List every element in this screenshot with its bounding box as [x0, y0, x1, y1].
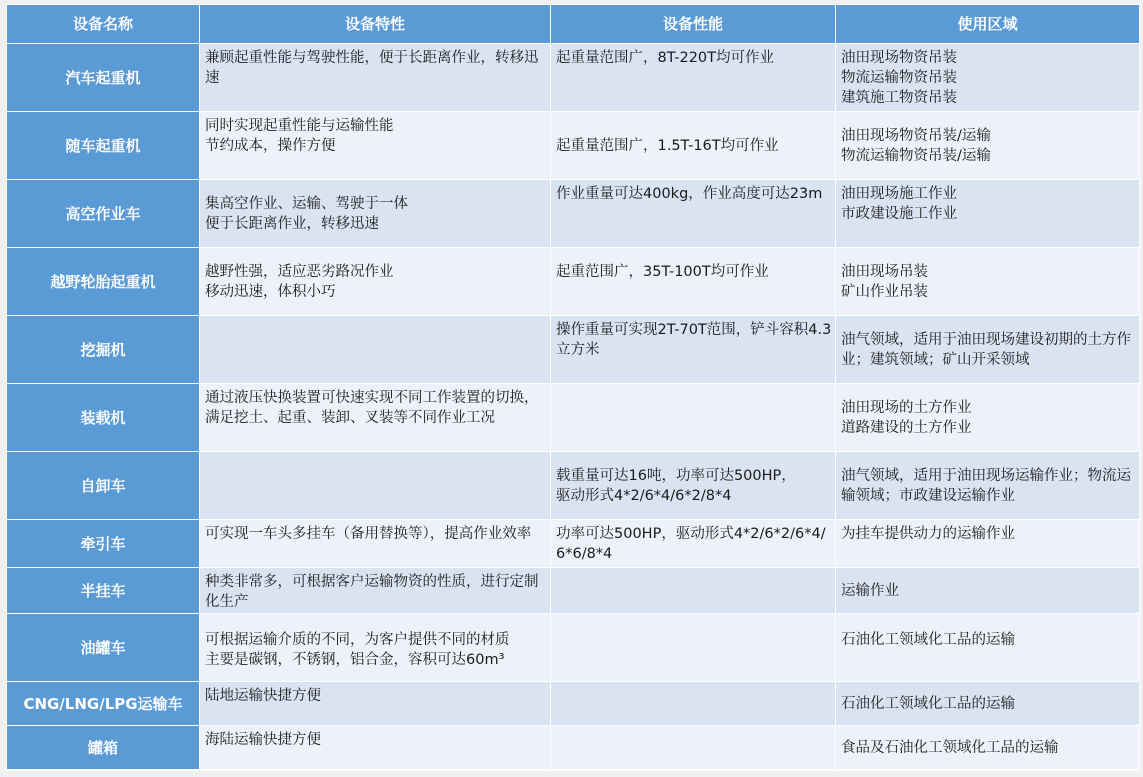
- performance-text: 起重量范围广，8T-220T均可作业: [556, 50, 775, 66]
- usage-text: 石油化工领域化工品的运输: [841, 632, 1015, 648]
- features-cell: [200, 44, 551, 112]
- header-usage: 使用区域: [836, 5, 1140, 44]
- feature-text: 便于长距离作业，转移迅速: [205, 215, 379, 232]
- performance-cell: [551, 568, 836, 614]
- features-cell: [200, 682, 551, 726]
- feature-text: 节约成本，操作方便: [205, 138, 336, 154]
- usage-cell: [836, 384, 1140, 452]
- features-cell: [200, 520, 551, 568]
- performance-cell: [551, 614, 836, 682]
- usage-text: 石油化工领域化工品的运输: [841, 695, 1015, 712]
- table-row: [7, 452, 1140, 520]
- usage-text: 油田现场的土方作业: [841, 399, 972, 416]
- table-row: [7, 248, 1140, 316]
- usage-cell: [836, 248, 1140, 316]
- header-name: 设备名称: [7, 5, 200, 44]
- performance-text: 载重量可达16吨，功率可达500HP，: [556, 467, 796, 484]
- feature-text: 通过液压快换装置可快速实现不同工作装置的切换，满足挖土、起重、装卸、叉装等不同作业工况: [205, 390, 539, 426]
- usage-text: 为挂车提供动力的运输作业: [841, 526, 1015, 542]
- table-row: [7, 726, 1140, 770]
- performance-text: 起重范围广，35T-100T均可作业: [556, 264, 769, 280]
- performance-cell: [551, 44, 836, 112]
- performance-cell: [551, 682, 836, 726]
- feature-text: 兼顾起重性能与驾驶性能，便于长距离作业，转移迅速: [205, 50, 539, 86]
- performance-cell: [551, 726, 836, 770]
- usage-text: 物流运输物资吊装/运输: [841, 147, 991, 164]
- equipment-name: 挖掘机: [7, 316, 200, 384]
- table-row: [7, 520, 1140, 568]
- table-row: [7, 568, 1140, 614]
- features-cell: [200, 316, 551, 384]
- features-cell: [200, 568, 551, 614]
- usage-cell: [836, 520, 1140, 568]
- usage-cell: [836, 112, 1140, 180]
- table-row: [7, 384, 1140, 452]
- equipment-name: 随车起重机: [7, 112, 200, 180]
- table-row: [7, 682, 1140, 726]
- equipment-name: 牵引车: [7, 520, 200, 568]
- feature-text: 同时实现起重性能与运输性能: [205, 118, 394, 134]
- equipment-name: 高空作业车: [7, 180, 200, 248]
- usage-text: 油田现场吊装: [841, 263, 928, 280]
- feature-text: 可根据运输介质的不同，为客户提供不同的材质: [205, 632, 510, 648]
- table-row: [7, 316, 1140, 384]
- performance-cell: [551, 384, 836, 452]
- usage-text: 市政建设施工作业: [841, 206, 957, 222]
- header-features: 设备特性: [200, 5, 551, 44]
- usage-cell: [836, 316, 1140, 384]
- table-row: [7, 44, 1140, 112]
- usage-cell: [836, 726, 1140, 770]
- usage-cell: [836, 568, 1140, 614]
- usage-text: 道路建设的土方作业: [841, 419, 972, 436]
- header-row: [7, 5, 1140, 44]
- features-cell: [200, 180, 551, 248]
- equipment-name: 汽车起重机: [7, 44, 200, 112]
- table-row: [7, 614, 1140, 682]
- features-cell: [200, 248, 551, 316]
- usage-cell: [836, 682, 1140, 726]
- usage-cell: [836, 452, 1140, 520]
- usage-text: 油田现场物资吊装: [841, 50, 957, 66]
- feature-text: 集高空作业、运输、驾驶于一体: [205, 195, 408, 212]
- performance-cell: [551, 520, 836, 568]
- table-row: [7, 180, 1140, 248]
- equipment-name: 半挂车: [7, 568, 200, 614]
- features-cell: [200, 614, 551, 682]
- equipment-table: [6, 4, 1140, 770]
- usage-text: 油气领域，适用于油田现场运输作业；物流运输领域；市政建设运输作业: [841, 467, 1131, 504]
- features-cell: [200, 384, 551, 452]
- feature-text: 主要是碳钢，不锈钢，铝合金，容积可达60m³: [205, 652, 505, 668]
- feature-text: 海陆运输快捷方便: [205, 732, 321, 748]
- equipment-name: 罐箱: [7, 726, 200, 770]
- equipment-name: 越野轮胎起重机: [7, 248, 200, 316]
- usage-text: 油田现场物资吊装/运输: [841, 127, 991, 144]
- feature-text: 越野性强，适应恶劣路况作业: [205, 263, 394, 280]
- usage-text: 运输作业: [841, 582, 899, 599]
- performance-cell: [551, 452, 836, 520]
- equipment-table-frame: [6, 4, 1139, 771]
- performance-cell: [551, 248, 836, 316]
- features-cell: [200, 452, 551, 520]
- equipment-name: 油罐车: [7, 614, 200, 682]
- usage-text: 物流运输物资吊装: [841, 70, 957, 86]
- performance-text: 驱动形式4*2/6*4/6*2/8*4: [556, 487, 732, 504]
- feature-text: 陆地运输快捷方便: [205, 688, 321, 704]
- performance-text: 操作重量可实现2T-70T范围，铲斗容积4.3立方米: [556, 322, 832, 358]
- usage-text: 食品及石油化工领域化工品的运输: [841, 739, 1059, 756]
- features-cell: [200, 726, 551, 770]
- equipment-name: 装载机: [7, 384, 200, 452]
- usage-text: 油气领域，适用于油田现场建设初期的土方作业；建筑领域；矿山开采领域: [841, 331, 1131, 368]
- performance-cell: [551, 180, 836, 248]
- feature-text: 可实现一车头多挂车（备用替换等），提高作业效率: [205, 526, 532, 542]
- usage-cell: [836, 44, 1140, 112]
- table-row: [7, 112, 1140, 180]
- feature-text: 种类非常多，可根据客户运输物资的性质，进行定制化生产: [205, 574, 539, 610]
- usage-cell: [836, 614, 1140, 682]
- usage-text: 建筑施工物资吊装: [841, 90, 957, 106]
- equipment-name: CNG/LNG/LPG运输车: [7, 682, 200, 726]
- features-cell: [200, 112, 551, 180]
- feature-text: 移动迅速，体积小巧: [205, 283, 336, 300]
- usage-text: 油田现场施工作业: [841, 186, 957, 202]
- performance-text: 起重量范围广，1.5T-16T均可作业: [556, 137, 779, 154]
- header-performance: 设备性能: [551, 5, 836, 44]
- usage-cell: [836, 180, 1140, 248]
- performance-cell: [551, 112, 836, 180]
- performance-text: 功率可达500HP，驱动形式4*2/6*2/6*4/6*6/8*4: [556, 526, 826, 562]
- performance-cell: [551, 316, 836, 384]
- equipment-name: 自卸车: [7, 452, 200, 520]
- usage-text: 矿山作业吊装: [841, 283, 928, 300]
- performance-text: 作业重量可达400kg，作业高度可达23m: [556, 186, 823, 202]
